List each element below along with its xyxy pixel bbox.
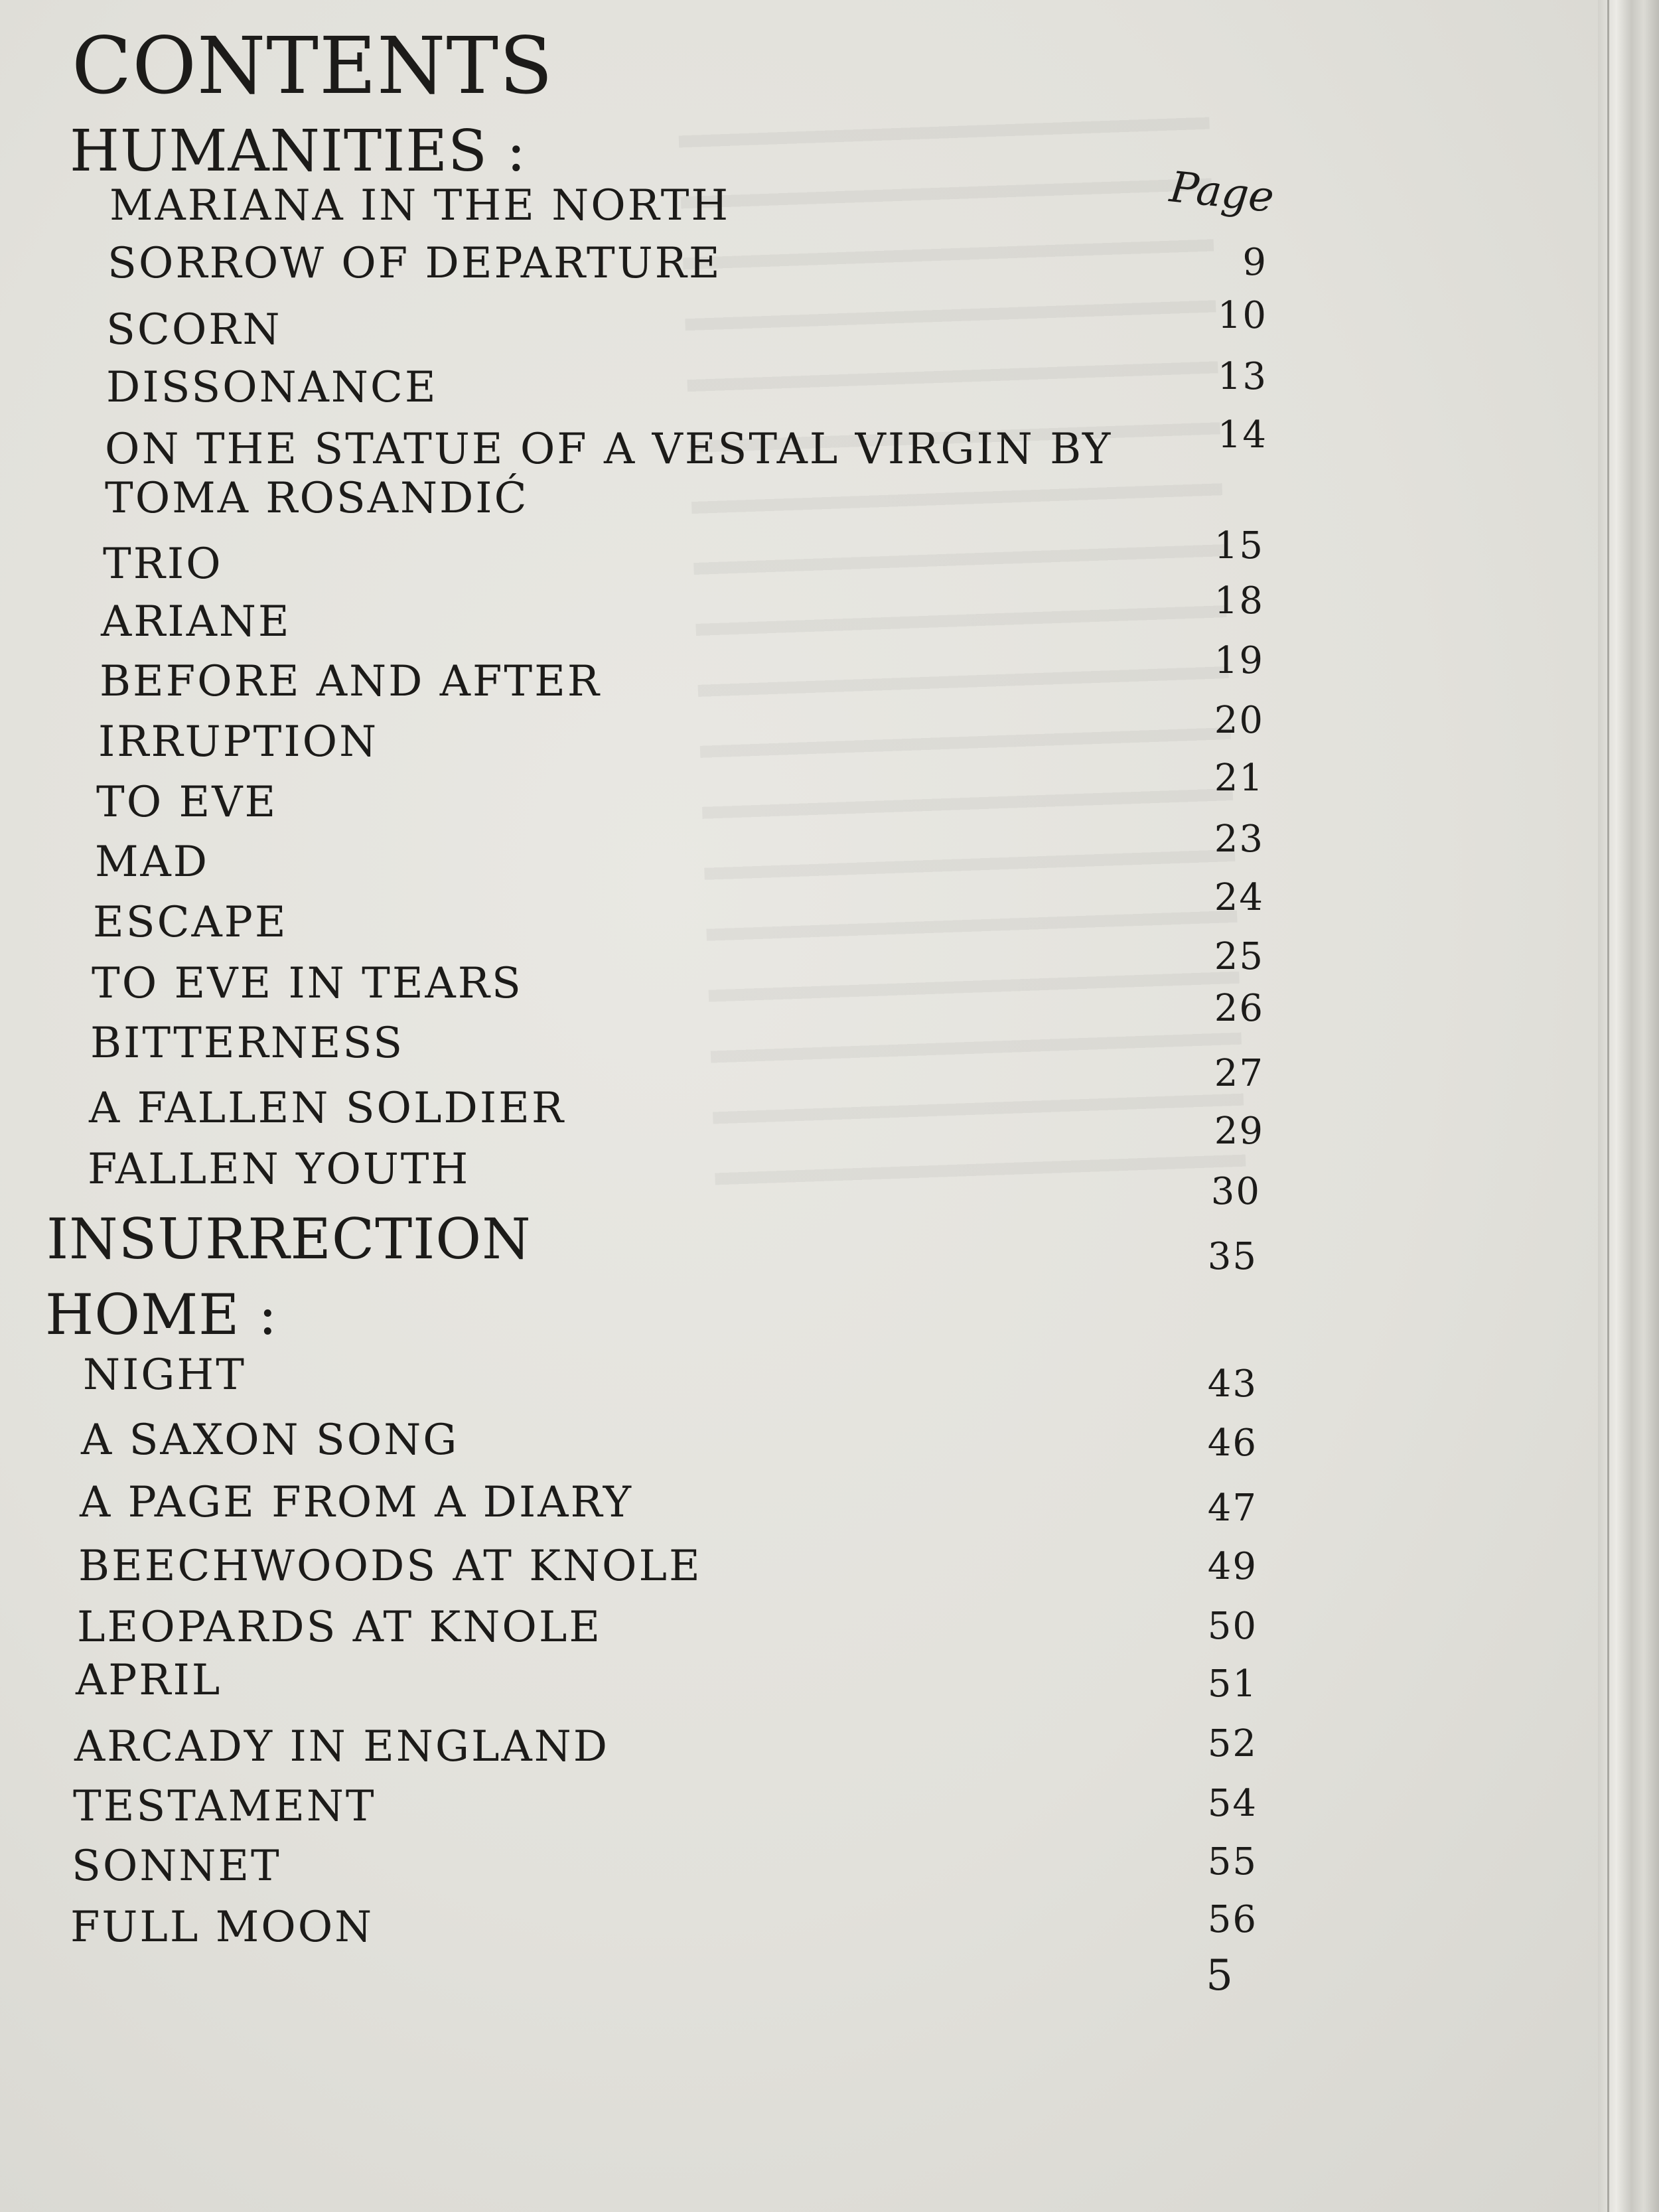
toc-entry: TRIO [103,540,223,589]
toc-entry: NIGHT [83,1351,246,1400]
toc-entry: BEECHWOODS AT KNOLE [78,1542,702,1591]
folio-number: 5 [1206,1951,1234,2000]
toc-entry: IRRUPTION [98,717,379,767]
toc-entry: FULL MOON [70,1903,374,1952]
toc-entry: SONNET [72,1842,281,1891]
toc-entry: LEOPARDS AT KNOLE [77,1603,603,1652]
toc-entry: ON THE STATUE OF A VESTAL VIRGIN BY TOMA ROSANDIĆ [105,425,1113,523]
page-number: 46 [1207,1422,1258,1465]
page-number: 30 [1210,1170,1261,1213]
page-number: 43 [1207,1363,1258,1406]
page-number: 26 [1214,987,1264,1030]
page-number: 25 [1214,935,1264,978]
page-number: 47 [1207,1487,1258,1530]
page-number: 20 [1214,699,1264,742]
contents-title: CONTENTS [72,20,553,111]
page-number: 21 [1214,757,1264,800]
page-number: 27 [1214,1052,1264,1095]
toc-entry: MARIANA IN THE NORTH [109,181,731,230]
page-number: 29 [1214,1110,1264,1153]
toc-entry: MAD [95,838,210,887]
toc-entry: A PAGE FROM A DIARY [80,1478,633,1527]
page-number: 9 [1242,241,1267,284]
toc-entry: A SAXON SONG [81,1416,459,1465]
toc-entry: BITTERNESS [90,1019,405,1068]
page-number: 35 [1207,1235,1258,1278]
page-number: 10 [1217,294,1267,337]
page-number: 49 [1207,1545,1258,1588]
toc-entry: BEFORE AND AFTER [100,657,601,706]
page-number: 55 [1207,1840,1258,1883]
section-heading-humanities: HUMANITIES : [70,118,527,184]
page-number: 19 [1214,639,1264,682]
toc-entry: A FALLEN SOLDIER [89,1084,565,1133]
page-number: 24 [1214,876,1264,919]
page-number: 56 [1207,1898,1258,1941]
toc-entry: ESCAPE [93,898,288,947]
toc-entry: ARIANE [101,597,291,646]
page-number: 54 [1207,1782,1258,1825]
toc-entry: SORROW OF DEPARTURE [108,239,722,288]
page-column-label: Page [1167,163,1277,223]
page-number: 52 [1207,1722,1258,1765]
page-number: 13 [1217,355,1267,398]
toc-entry: TESTAMENT [73,1782,376,1831]
page-number: 15 [1214,524,1264,567]
toc-entry: TO EVE IN TEARS [92,959,523,1008]
toc-entry: APRIL [76,1656,222,1705]
page-number: 23 [1214,818,1264,861]
page-number: 14 [1217,413,1267,457]
gutter-fold [1607,0,1609,2212]
toc-entry: FALLEN YOUTH [88,1145,470,1194]
page-number: 18 [1214,579,1264,623]
section-heading-home: HOME : [45,1282,278,1347]
toc-entry: TO EVE [96,778,278,827]
section-heading-insurrection: INSURRECTION [46,1207,532,1272]
toc-entry: DISSONANCE [106,363,438,412]
page-number: 50 [1207,1605,1258,1648]
page-number: 51 [1207,1662,1258,1706]
toc-entry: ARCADY IN ENGLAND [74,1722,609,1771]
toc-entry: SCORN [106,305,282,354]
